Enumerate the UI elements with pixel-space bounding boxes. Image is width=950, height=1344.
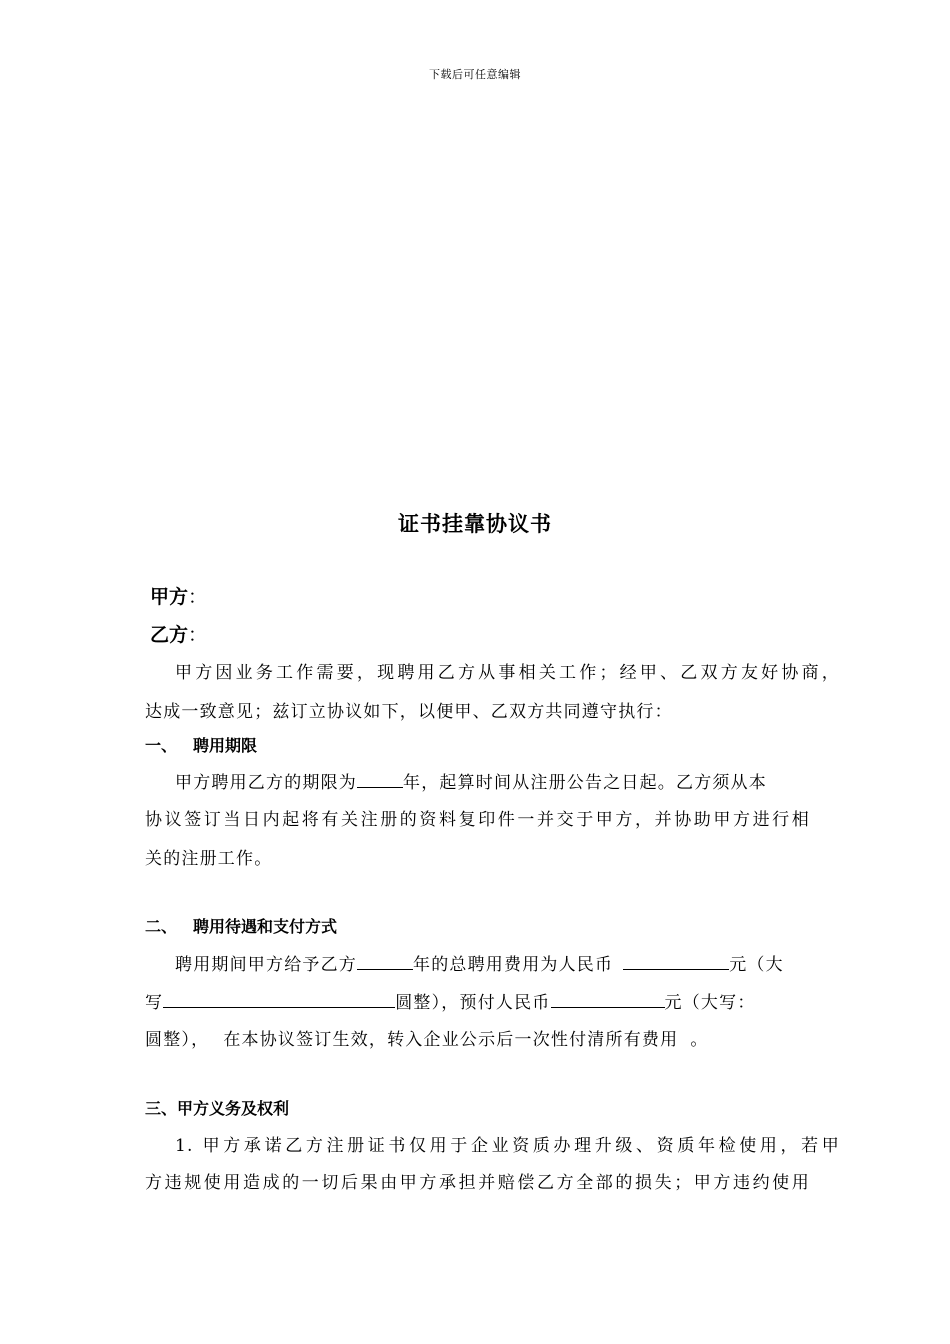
fee-years-blank[interactable] [357,953,413,970]
term-years-blank[interactable] [357,771,403,788]
section-2-l3-text-b: 在本协议签订生效，转入企业公示后一次性付清所有费用 [223,1030,679,1050]
section-2-l2-text-b: 圆整），预付人民币 [395,993,551,1013]
section-1-line-1 [145,768,840,793]
section-1-line-2: 协议签订当日内起将有关注册的资料复印件一并交于甲方，并协助甲方进行相 [145,810,810,830]
section-2-line-3 [145,1025,810,1050]
intro-line-2: 达成一致意见；兹订立协议如下，以便甲、乙双方共同遵守执行： [145,702,673,722]
section-2-l2-text-c: 元（大写： [664,993,756,1013]
party-b-line [150,620,207,647]
section-1-text-a: 甲方聘用乙方的期限为 [175,773,357,793]
party-a-line [150,582,207,609]
section-2-l2-text-a: 写 [145,993,164,1013]
section-2-title: 聘用待遇和支付方式 [193,917,338,936]
section-2-l3-text-c: 。 [690,1030,709,1050]
section-2-line-1 [145,950,840,975]
section-1-title: 聘用期限 [193,736,258,755]
section-1-number: 一、 [145,736,178,755]
section-1-text-b: 年，起算时间从注册公告之日起。乙方须从本 [403,773,767,793]
party-a-label: 甲方 [150,586,189,608]
prepaid-fee-blank[interactable] [551,991,665,1008]
party-b-colon: ： [188,624,208,646]
party-b-label: 乙方 [150,624,189,646]
section-2-l1-text-c: 元（大 [729,955,784,975]
section-1-heading [145,733,257,756]
section-3-line-2: 方违规使用造成的一切后果由甲方承担并赔偿乙方全部的损失；甲方违约使用 [145,1173,810,1193]
section-2-l1-text-a: 聘用期间甲方给予乙方 [175,955,357,975]
document-title: 证书挂靠协议书 [398,512,552,536]
section-2-l1-text-b: 年的总聘用费用为人民币 [413,955,614,975]
party-a-colon: ： [188,586,208,608]
section-3-line-1: 1. 甲方承诺乙方注册证书仅用于企业资质办理升级、资质年检使用，若甲 [175,1136,840,1156]
section-2-l3-text-a: 圆整）， [145,1030,210,1050]
section-1-line-3: 关的注册工作。 [145,849,273,869]
section-2-number: 二、 [145,917,178,936]
section-2-heading [145,914,337,937]
total-fee-blank[interactable] [623,953,729,970]
intro-line-1: 甲方因业务工作需要，现聘用乙方从事相关工作；经甲、乙双方友好协商， [175,663,840,683]
section-2-line-2 [145,988,810,1013]
section-3-heading: 三、甲方义务及权利 [145,1099,290,1118]
header-note: 下载后可任意编辑 [429,68,521,81]
total-fee-words-blank[interactable] [163,991,395,1008]
